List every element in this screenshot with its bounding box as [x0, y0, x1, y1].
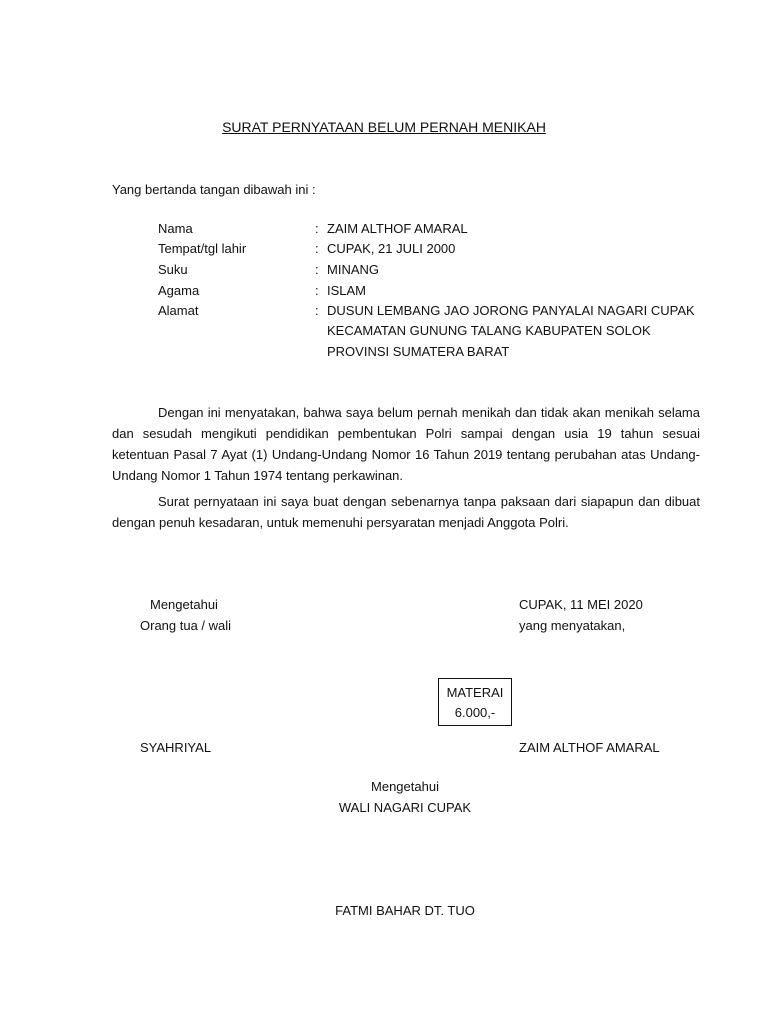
field-label-agama: Agama — [158, 283, 200, 298]
field-value-ttl: CUPAK, 21 JULI 2000 — [327, 241, 456, 256]
field-sep: : — [315, 221, 319, 236]
statement-paragraph: Dengan ini menyatakan, bahwa saya belum pernah menikah dan tidak akan menikah selama dan sesudah mengikuti pendidikan pembentukan Polri sampai dengan usia 19 tahun sesuai ketentuan Pasal 7 Ayat (1) Undang-Undang Nomor 16 Tahun 2019 tentang perubahan atas Undang-Undang Nomor 1 Tahun 1974 tentang perkawinan. — [112, 405, 700, 483]
field-value-alamat-line3: PROVINSI SUMATERA BARAT — [327, 344, 510, 359]
page-title: SURAT PERNYATAAN BELUM PERNAH MENIKAH — [222, 119, 546, 135]
field-label-nama: Nama — [158, 221, 193, 236]
field-sep: : — [315, 283, 319, 298]
bottom-sig-role: WALI NAGARI CUPAK — [338, 800, 472, 815]
materai-label: MATERAI — [446, 685, 504, 700]
field-value-suku: MINANG — [327, 262, 379, 277]
right-sig-place-date: CUPAK, 11 MEI 2020 — [519, 597, 643, 612]
left-sig-mengetahui: Mengetahui — [150, 597, 218, 612]
right-sig-name: ZAIM ALTHOF AMARAL — [519, 740, 660, 755]
field-value-agama: ISLAM — [327, 283, 367, 298]
materai-value: 6.000,- — [454, 705, 496, 720]
field-sep: : — [315, 241, 319, 256]
field-label-suku: Suku — [158, 262, 188, 277]
left-sig-name: SYAHRIYAL — [140, 740, 212, 755]
field-label-alamat: Alamat — [158, 303, 199, 318]
field-label-ttl: Tempat/tgl lahir — [158, 241, 247, 256]
field-value-nama: ZAIM ALTHOF AMARAL — [327, 221, 468, 236]
field-sep: : — [315, 262, 319, 277]
field-value-alamat-line2: KECAMATAN GUNUNG TALANG KABUPATEN SOLOK — [327, 323, 651, 338]
right-sig-role: yang menyatakan, — [519, 618, 626, 633]
field-value-alamat: DUSUN LEMBANG JAO JORONG PANYALAI NAGARI CUPAK — [327, 303, 695, 318]
bottom-sig-mengetahui: Mengetahui — [371, 779, 439, 794]
left-sig-role: Orang tua / wali — [140, 618, 232, 633]
intro-text: Yang bertanda tangan dibawah ini : — [112, 182, 316, 197]
field-sep: : — [315, 303, 319, 318]
bottom-sig-name: FATMI BAHAR DT. TUO — [335, 903, 475, 918]
materai-stamp-box — [438, 678, 512, 726]
closing-paragraph: Surat pernyataan ini saya buat dengan sebenarnya tanpa paksaan dari siapapun dan dibuat dengan penuh kesadaran, untuk memenuhi persyaratan menjadi Anggota Polri. — [112, 494, 700, 530]
